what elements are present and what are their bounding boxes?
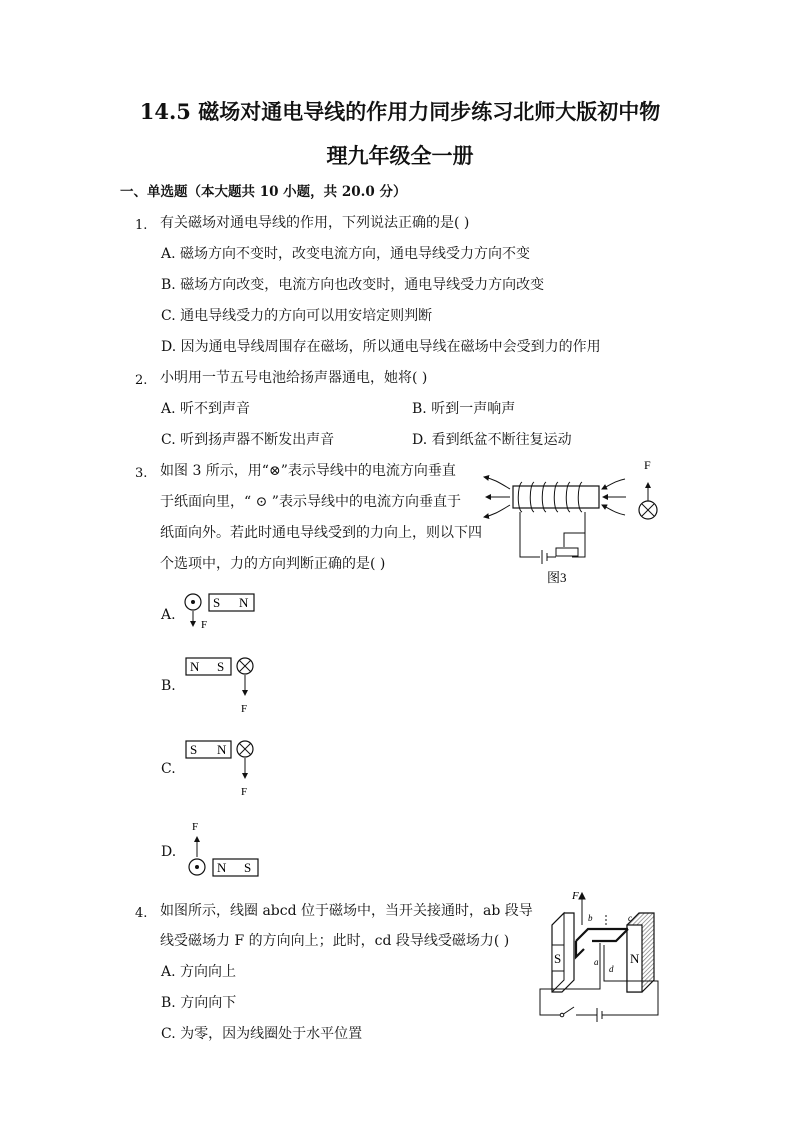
q3-option-d-force: F — [192, 821, 199, 833]
q4-stem-line2: 线受磁场力 F 的方向向上；此时，cd 段导线受磁场力( ) — [160, 933, 510, 949]
q1-option-d[interactable]: D. 因为通电导线周围存在磁场，所以通电导线在磁场中会受到力的作用 — [161, 339, 601, 355]
q3-option-c-diagram — [182, 738, 272, 803]
q4-option-c[interactable]: C. 为零，因为线圈处于水平位置 — [161, 1026, 363, 1042]
q3-option-b-label[interactable]: B. — [161, 678, 176, 694]
q4-option-b[interactable]: B. 方向向下 — [161, 995, 237, 1011]
q4-figure-pole-n: N — [630, 951, 640, 966]
q1-option-c[interactable]: C. 通电导线受力的方向可以用安培定则判断 — [161, 308, 433, 324]
q4-figure-pole-s: S — [554, 951, 562, 966]
q4-number: 4. — [135, 906, 148, 921]
q3-stem-line3: 纸面向外。若此时通电导线受到的力向上，则以下四 — [160, 525, 482, 541]
q3-figure-force-label: F — [644, 458, 651, 472]
q3-stem-line1: 如图 3 所示，用“⊗”表示导线中的电流方向垂直 — [160, 463, 456, 479]
q1-option-a[interactable]: A. 磁场方向不变时，改变电流方向，通电导线受力方向不变 — [161, 246, 531, 262]
section-heading: 一、单选题（本大题共 10 小题，共 20.0 分） — [120, 184, 407, 200]
q3-option-a-label[interactable]: A. — [161, 607, 176, 623]
q2-option-a[interactable]: A. 听不到声音 — [161, 401, 251, 417]
q4-figure-motor — [532, 885, 667, 1025]
q3-option-d-pole-left: N — [217, 860, 227, 875]
q2-number: 2. — [135, 373, 148, 388]
q3-option-b-diagram — [182, 655, 272, 720]
q3-option-b-pole-right: S — [217, 659, 225, 674]
q2-option-c[interactable]: C. 听到扬声器不断发出声音 — [161, 432, 335, 448]
q4-figure-force: F — [572, 890, 579, 902]
q3-stem-line4: 个选项中，力的方向判断正确的是( ) — [160, 556, 386, 572]
q3-figure-solenoid — [480, 455, 670, 590]
page-title-line1: 14.5 磁场对通电导线的作用力同步练习北师大版初中物 — [139, 99, 661, 124]
q4-stem-line1: 如图所示，线圈 abcd 位于磁场中，当开关接通时，ab 段导 — [160, 903, 533, 919]
q3-option-b-pole-left: N — [190, 659, 200, 674]
q4-option-a[interactable]: A. 方向向上 — [161, 964, 237, 980]
q3-option-c-pole-right: N — [217, 742, 227, 757]
q3-option-a-pole-right: N — [239, 595, 249, 610]
q3-number: 3. — [135, 466, 148, 481]
q3-option-c-force: F — [241, 786, 248, 798]
q4-figure-label-c: c — [628, 913, 632, 923]
q3-option-d-pole-right: S — [244, 860, 252, 875]
q4-figure-label-d: d — [609, 964, 614, 974]
q1-number: 1. — [135, 218, 148, 233]
q3-option-d-label[interactable]: D. — [161, 844, 177, 860]
page-title-line2: 理九年级全一册 — [326, 143, 474, 168]
q4-figure-label-b: b — [588, 913, 593, 923]
q2-option-d[interactable]: D. 看到纸盆不断往复运动 — [412, 432, 572, 448]
q3-figure-caption: 图3 — [547, 570, 567, 585]
q2-stem: 小明用一节五号电池给扬声器通电，她将( ) — [160, 370, 428, 386]
q3-option-c-label[interactable]: C. — [161, 761, 176, 777]
q3-stem-line2: 于纸面向里，“ ⊙ ”表示导线中的电流方向垂直于 — [160, 494, 461, 510]
q1-option-b[interactable]: B. 磁场方向改变，电流方向也改变时，通电导线受力方向改变 — [161, 277, 545, 293]
q2-option-b[interactable]: B. 听到一声响声 — [412, 401, 516, 417]
q4-figure-label-a: a — [594, 957, 599, 967]
q3-option-a-diagram — [182, 590, 272, 635]
q3-option-c-pole-left: S — [190, 742, 198, 757]
q3-option-d-diagram — [182, 815, 272, 881]
q3-option-a-force: F — [201, 619, 208, 631]
q3-option-a-pole-left: S — [213, 595, 221, 610]
q3-option-b-force: F — [241, 703, 248, 715]
q1-stem: 有关磁场对通电导线的作用，下列说法正确的是( ) — [160, 215, 470, 231]
